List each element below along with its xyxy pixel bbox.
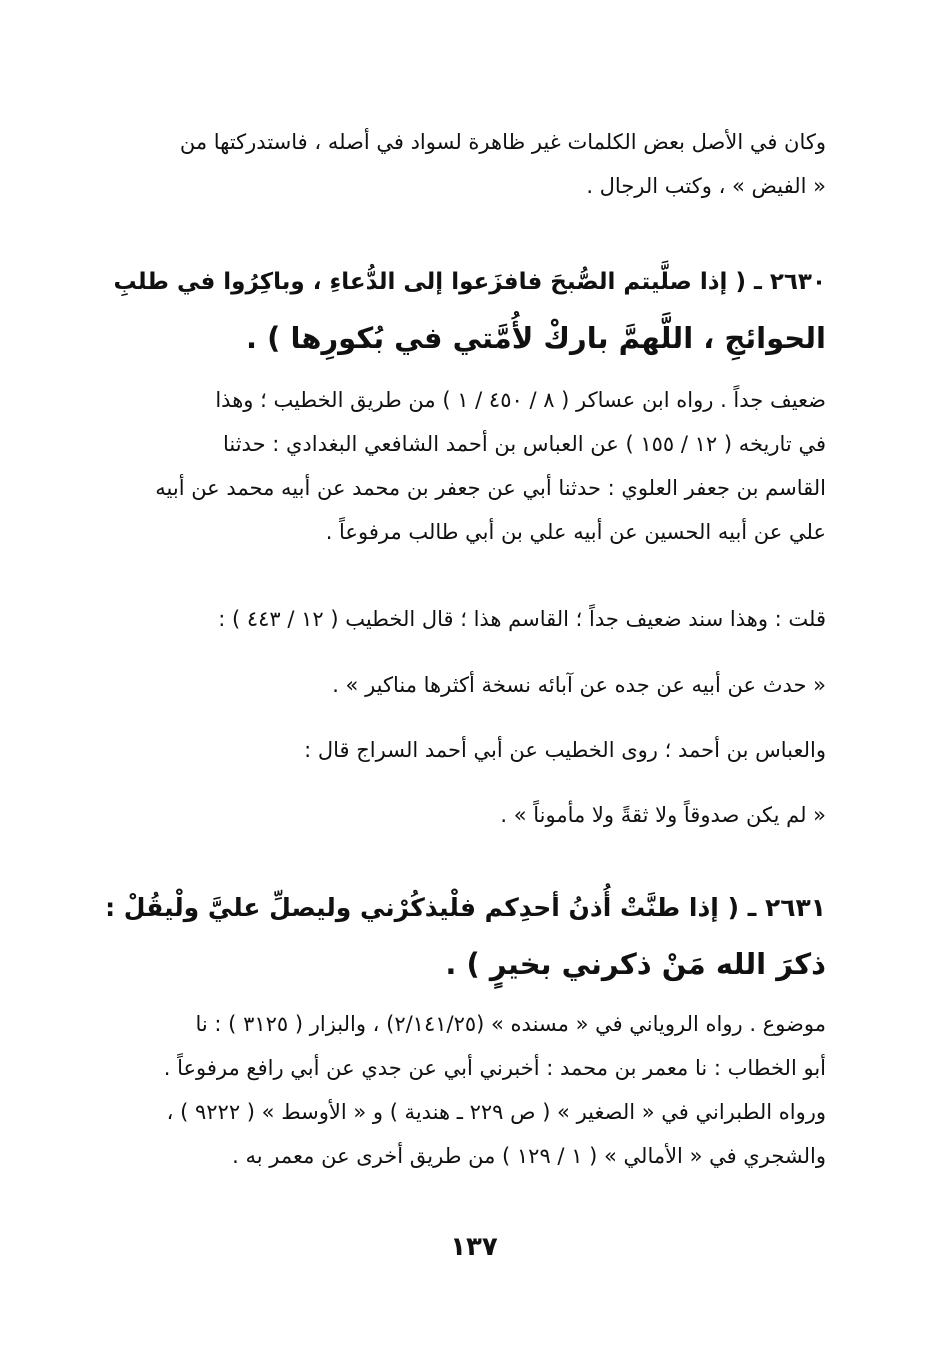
text-line: « الفيض » ، وكتب الرجال . [586, 174, 826, 198]
quote-paragraph [100, 793, 826, 837]
hadith-2631-grading-paragraph [100, 1002, 826, 1178]
text-line: « حدث عن أبيه عن جده عن آبائه نسخة أكثرها مناكير » . [332, 673, 826, 697]
text-line: علي عن أبيه الحسين عن أبيه علي بن أبي طالب مرفوعاً . [325, 520, 826, 544]
text-line: قلت : وهذا سند ضعيف جداً ؛ القاسم هذا ؛ قال الخطيب ( ١٢ / ٤٤٣ ) : [218, 607, 826, 631]
hadith-line: ذكرَ الله مَنْ ذكرني بخيرٍ ) . [445, 947, 826, 981]
text-line: ضعيف جداً . رواه ابن عساكر ( ٨ / ٤٥٠ / ١ ) من طريق الخطيب ؛ وهذا [215, 388, 826, 412]
text-line: القاسم بن جعفر العلوي : حدثنا أبي عن جعفر بن محمد عن أبيه محمد عن أبيه [155, 476, 826, 500]
commentary-paragraph [100, 728, 826, 772]
hadith-line: ٢٦٣٠ ـ ( إذا صلَّيتم الصُّبحَ فافزَعوا إلى الدُّعاءِ ، وباكِرُوا في طلبِ [113, 269, 826, 295]
intro-note-paragraph [100, 120, 826, 208]
hadith-2630-heading [100, 254, 826, 366]
hadith-line: ٢٦٣١ ـ ( إذا طنَّتْ أُذنُ أحدِكم فلْيذكُرْني وليصلِّ عليَّ ولْيقُلْ : [105, 893, 826, 922]
text-line: أبو الخطاب : نا معمر بن محمد : أخبرني أبي عن جدي عن أبي رافع مرفوعاً . [163, 1056, 826, 1080]
hadith-line: الحوائجِ ، اللَّهمَّ باركْ لأُمَّتي في بُكورِها ) . [246, 321, 826, 355]
commentary-paragraph [100, 597, 826, 641]
quote-paragraph [100, 663, 826, 707]
hadith-2631-heading [100, 880, 826, 992]
text-line: والشجري في « الأمالي » ( ١ / ١٢٩ ) من طريق أخرى عن معمر به . [232, 1144, 826, 1168]
text-line: موضوع . رواه الروياني في « مسنده » (٢/١٤١/٢٥) ، والبزار ( ٣١٢٥ ) : نا [195, 1012, 826, 1036]
hadith-2630-grading-paragraph [100, 378, 826, 554]
page-number: ١٣٧ [450, 1232, 498, 1262]
text-line: في تاريخه ( ١٢ / ١٥٥ ) عن العباس بن أحمد الشافعي البغدادي : حدثنا [222, 432, 826, 456]
text-line: ورواه الطبراني في « الصغير » ( ص ٢٢٩ ـ هندية ) و « الأوسط » ( ٩٢٢٢ ) ، [166, 1100, 826, 1124]
text-line: وكان في الأصل بعض الكلمات غير ظاهرة لسواد في أصله ، فاستدركتها من [179, 130, 826, 154]
text-line: « لم يكن صدوقاً ولا ثقةً ولا مأموناً » . [500, 803, 826, 827]
text-line: والعباس بن أحمد ؛ روى الخطيب عن أبي أحمد السراج قال : [304, 738, 826, 762]
